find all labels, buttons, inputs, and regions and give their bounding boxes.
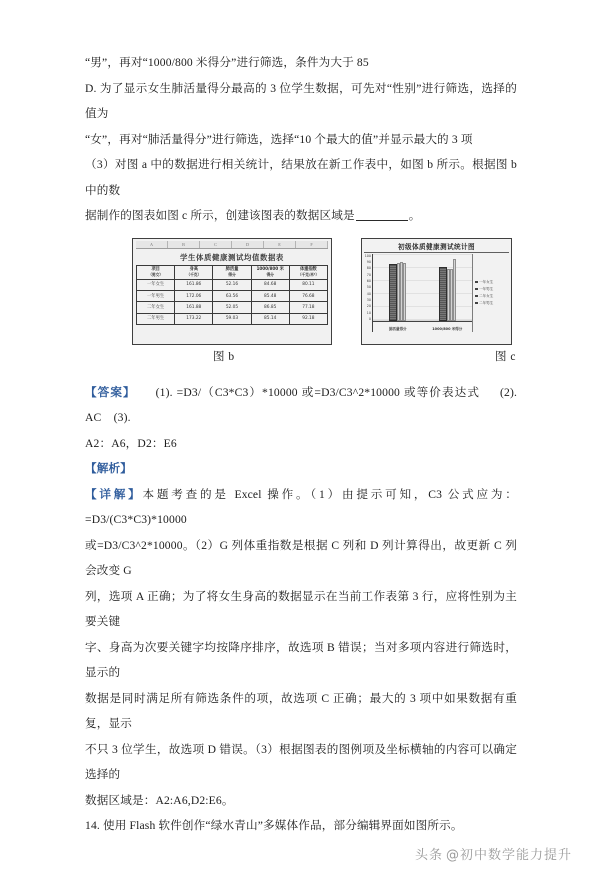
analysis-label: 【解析】 [85,462,132,475]
legend-label: 二年男生 [479,301,494,305]
table-row [137,302,328,313]
figure-b-caption: 图 b [213,350,235,363]
y-tick: 100 [364,253,371,258]
analysis-label-line [85,456,517,482]
table-cell: 85.14 [251,313,289,324]
table-cell: 161.86 [175,279,213,290]
analysis-line-3: 列，选项 A 正确；为了将女生身高的数据显示在当前工作表第 3 行，应将性别为主要关键 [85,589,517,628]
header-line1: 项目 [151,266,160,272]
column-letter: A [136,241,168,248]
table-cell: 173.22 [175,313,213,324]
answer-line-2: A2：A6，D2：E6 [85,436,177,450]
chart-legend [472,254,509,332]
bar [453,259,456,321]
legend-swatch-icon [475,295,478,298]
table-cell: 85.48 [251,290,289,301]
question-3-text: 据制作的图表如图 c 所示，创建该图表的数据区域是 [85,209,355,222]
answer-item-3: (3). [113,411,131,424]
x-axis-label: 1000/800 米得分 [432,327,463,332]
answer-label: 【答案】 [85,385,136,399]
spreadsheet-scan [133,239,331,344]
y-tick: 0 [368,317,371,322]
detail-label: 【详解】 [85,487,143,501]
spreadsheet-column-bar [136,241,328,249]
legend-label: 二年女生 [479,294,494,298]
table-header-cell [213,265,251,279]
bar [403,263,406,320]
analysis-text-1: 本题考查的是 Excel 操作。（1）由提示可知，C3 公式应为：=D3/(C3*C3)*10000 [85,487,517,526]
analysis-line-7: 数据区域是：A2:A6,D2:E6。 [85,793,234,807]
table-cell: 161.88 [175,302,213,313]
table-row [137,290,328,301]
page-content [85,50,517,839]
legend-label: 一年女生 [479,280,494,284]
y-tick: 40 [366,291,371,296]
table-cell: 52.16 [213,279,251,290]
figures-row [85,238,517,380]
legend-item [475,287,509,291]
analysis-line-6: 不只 3 位学生，故选项 D 错误。（3）根据图表的图例项及坐标横轴的内容可以确定选择的 [85,742,517,781]
x-axis-label: 肺活量得分 [389,327,407,332]
legend-swatch-icon [475,288,478,291]
y-tick: 20 [366,304,371,309]
y-tick: 90 [366,259,371,264]
option-d-line1: D. 为了显示女生肺活量得分最高的 3 位学生数据，可先对“性别”进行筛选，选择的值为 [85,81,517,120]
table-cell: 92.18 [289,313,327,324]
option-d-line2: “女”，再对“肺活量得分”进行筛选，选择“10 个最大的值”并显示最大的 3 项 [85,132,473,146]
column-letter: D [232,241,264,248]
bar-group [432,254,463,332]
bar [439,267,447,321]
y-tick: 70 [366,272,371,277]
header-line1: 肺活量 [225,266,239,272]
option-c-continuation: “男”，再对“1000/800 米得分”进行筛选，条件为大于 85 [85,56,369,69]
answer-item-1: (1). =D3/（C3*C3）*10000 或=D3/C3^2*10000 或等价表达式 [155,385,481,399]
table-cell: 77.18 [289,302,327,313]
table-row [137,313,328,324]
chart-y-axis [364,254,373,332]
answer-line-1 [85,380,517,431]
table-cell: 59.03 [213,313,251,324]
question-3-period: 。 [408,209,421,222]
table-cell: 80.11 [289,279,327,290]
row-label-cell: 一年男生 [137,290,175,301]
header-line1: 1000/800 米 [256,266,284,272]
table-header-cell [289,265,327,279]
table-cell: 52.05 [213,302,251,313]
legend-label: 一年男生 [479,287,494,291]
y-tick: 30 [366,298,371,303]
table-cell: 172.06 [175,290,213,301]
analysis-line-4: 字、身高为次要关键字均按降序排序，故选项 B 错误；当对多项内容进行筛选时，显示的 [85,640,517,679]
spreadsheet-table [136,265,328,326]
table-row [137,279,328,290]
y-tick: 60 [366,278,371,283]
legend-item [475,294,509,298]
table-header-row [137,265,328,279]
table-cell: 76.68 [289,290,327,301]
legend-swatch-icon [475,302,478,305]
header-line2: （千克/米²） [297,272,320,277]
legend-item [475,280,509,284]
legend-item [475,301,509,305]
question-14: 14. 使用 Flash 软件创作“绿水青山”多媒体作品，部分编辑界面如图所示。 [85,819,463,832]
row-label-cell: 二年女生 [137,302,175,313]
question-3-line2 [85,203,517,229]
figure-c-caption: 图 c [495,350,516,363]
figure-c-chart-image [361,238,512,345]
chart-title: 初级体质健康测试统计图 [364,241,509,253]
row-label-cell: 一年女生 [137,279,175,290]
column-letter: B [168,241,200,248]
table-cell: 84.68 [251,279,289,290]
header-line2: 得分 [228,272,236,277]
spreadsheet-title: 学生体质健康测试均值数据表 [180,252,284,262]
y-tick: 80 [366,266,371,271]
table-header-cell [175,265,213,279]
header-line2: （千克） [186,272,202,277]
row-label-cell: 二年男生 [137,313,175,324]
question-3-line1: （3）对图 a 中的数据进行相关统计，结果放在新工作表中，如图 b 所示。根据图 b 中的数 [85,158,517,197]
analysis-line-2: 或=D3/C3^2*10000。（2）G 列体重指数是根据 C 列和 D 列计算得出，故更新 C 列会改变 G [85,538,517,577]
table-body [137,279,328,325]
fill-in-blank [356,208,408,221]
answer-item-2: (2). AC [85,385,518,424]
legend-swatch-icon [475,281,478,284]
header-line2: 得分 [266,272,274,277]
figure-b-spreadsheet-image [132,238,332,345]
table-cell: 63.56 [213,290,251,301]
header-line2: （男女） [148,272,163,277]
bar [389,264,397,321]
column-letter: E [264,241,296,248]
footer-watermark [415,844,572,863]
header-line1: 身高 [189,266,198,272]
chart-body [364,254,509,332]
column-letter: F [296,241,328,248]
column-letter: C [200,241,232,248]
analysis-line-1 [85,482,517,533]
watermark-brand: 头条 [414,848,443,863]
table-header-cell [137,265,175,279]
y-tick: 10 [366,310,371,315]
header-line1: 体重指数 [299,266,317,272]
table-cell: 86.85 [251,302,289,313]
bar-group [387,254,409,332]
analysis-line-5: 数据是同时满足所有筛选条件的项，故选项 C 正确；最大的 3 项中如果数据有重复，显示 [85,691,517,730]
chart-scan [362,239,511,344]
watermark-handle: @初中数学能力提升 [445,848,572,863]
chart-plot-area [373,254,472,332]
table-header-cell [251,265,289,279]
y-tick: 50 [366,285,371,290]
